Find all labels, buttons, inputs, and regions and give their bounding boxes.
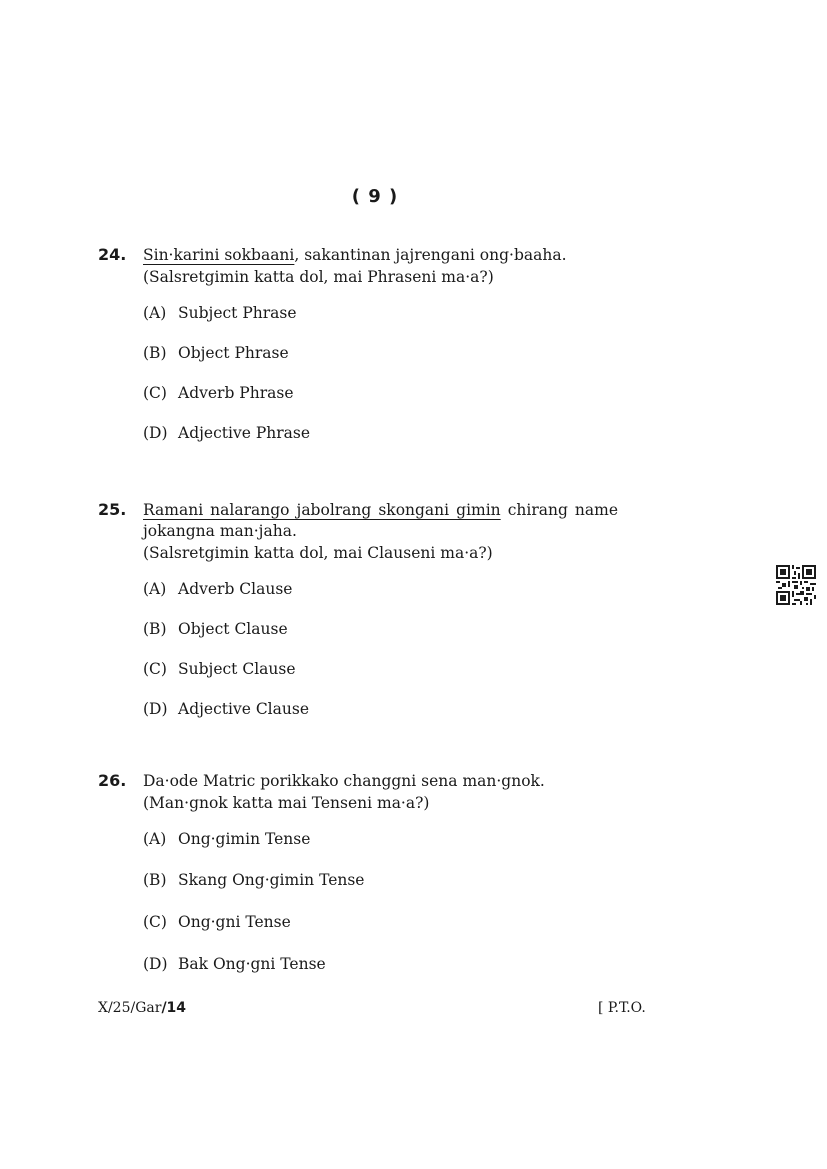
option-a [143, 829, 618, 870]
option-letter: (C) [143, 384, 167, 402]
question-instruction: (Salsretgimin katta dol, mai Phraseni ma·a?) [143, 268, 494, 286]
option-letter: (B) [143, 620, 167, 638]
option-letter: (D) [143, 955, 168, 973]
option-c [143, 912, 618, 954]
option-letter: (D) [143, 424, 168, 442]
question-text [143, 245, 618, 266]
question-text [143, 500, 618, 542]
question-text-rest: , sakantinan jajrengani ong·baaha. [294, 246, 567, 264]
qr-code-icon [776, 565, 816, 605]
option-d [143, 699, 618, 739]
question-instruction: (Man·gnok katta mai Tenseni ma·a?) [143, 794, 430, 812]
option-text: Adverb Phrase [178, 384, 294, 402]
question-text-rest: chirang name jokangna man·jaha. [143, 501, 618, 540]
option-c [143, 383, 618, 423]
question-26 [98, 771, 618, 994]
option-text: Adjective Clause [178, 700, 309, 718]
option-b [143, 619, 618, 659]
option-d [143, 423, 618, 463]
option-letter: (B) [143, 344, 167, 362]
option-c [143, 659, 618, 699]
question-number: 24. [98, 245, 127, 264]
option-letter: (C) [143, 660, 167, 678]
option-text: Adverb Clause [178, 580, 293, 598]
option-text: Object Phrase [178, 344, 289, 362]
pto-label: [ P.T.O. [598, 1000, 646, 1016]
option-text: Subject Phrase [178, 304, 297, 322]
page-reference: /14 [161, 1000, 187, 1016]
option-text: Adjective Phrase [178, 424, 311, 442]
question-number: 26. [98, 771, 127, 790]
option-letter: (A) [143, 580, 167, 598]
options-list [143, 829, 618, 994]
option-text: Ong·gimin Tense [178, 830, 311, 848]
question-25 [98, 500, 618, 739]
paper-code: X/25/Gar [98, 1000, 162, 1016]
option-b [143, 343, 618, 383]
question-24 [98, 245, 618, 463]
option-letter: (C) [143, 913, 167, 931]
question-text-rest: Da·ode Matric porikkako changgni sena man·gnok. [143, 772, 545, 790]
underlined-phrase: Sin·karini sokbaani [143, 246, 295, 264]
option-letter: (B) [143, 871, 167, 889]
underlined-phrase: Ramani nalarango jabolrang skongani gimin [143, 501, 501, 519]
options-list [143, 579, 618, 739]
option-text: Object Clause [178, 620, 288, 638]
option-b [143, 870, 618, 912]
option-text: Bak Ong·gni Tense [178, 955, 326, 973]
question-text [143, 771, 618, 792]
question-instruction: (Salsretgimin katta dol, mai Clauseni ma·a?) [143, 544, 493, 562]
page-number: ( 9 ) [351, 186, 399, 207]
option-letter: (A) [143, 304, 167, 322]
option-a [143, 579, 618, 619]
option-text: Ong·gni Tense [178, 913, 291, 931]
option-d [143, 954, 618, 994]
option-letter: (A) [143, 830, 167, 848]
option-text: Skang Ong·gimin Tense [178, 871, 365, 889]
options-list [143, 303, 618, 463]
option-a [143, 303, 618, 343]
option-text: Subject Clause [178, 660, 296, 678]
option-letter: (D) [143, 700, 168, 718]
question-number: 25. [98, 500, 127, 519]
footer-code [98, 1000, 186, 1016]
